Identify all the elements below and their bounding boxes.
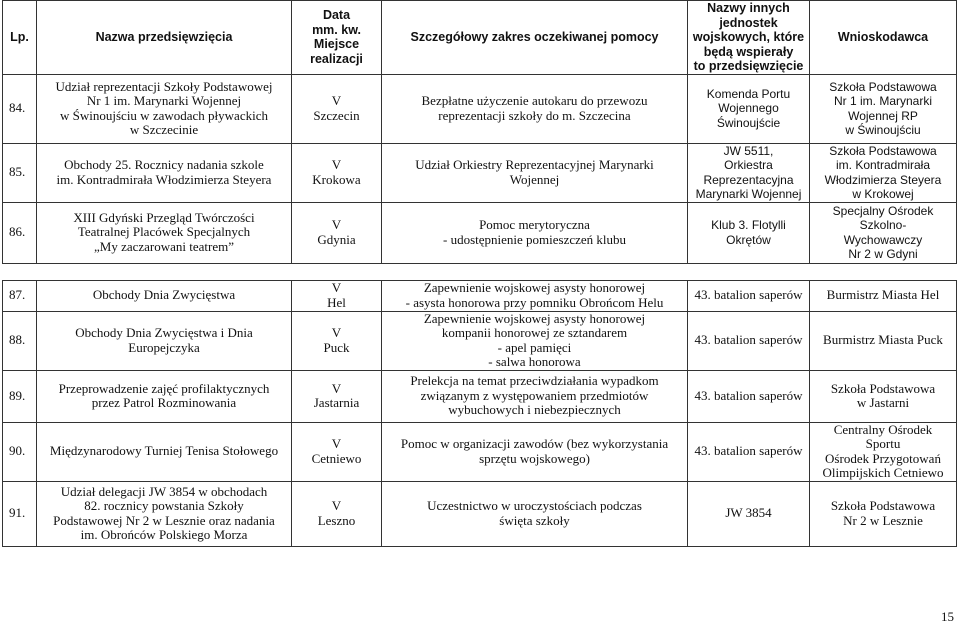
row-applicant: Centralny Ośrodek Sportu Ośrodek Przygotowań Olimpijskich Cetniewo: [810, 422, 957, 481]
row-lp: 90.: [3, 422, 37, 481]
header-lp: Lp.: [3, 1, 37, 75]
page-number: 15: [941, 609, 954, 624]
row-date-place: V Leszno: [292, 481, 382, 546]
row-units: JW 3854: [688, 481, 810, 546]
row-units: 43. batalion saperów: [688, 311, 810, 370]
row-date-place: V Krokowa: [292, 143, 382, 202]
table-row: [3, 280, 957, 311]
row-date-place: V Puck: [292, 311, 382, 370]
row-name: Udział reprezentacji Szkoły Podstawowej Nr 1 im. Marynarki Wojennej w Świnoujściu w zawodach pływackich w Szczecinie: [37, 74, 292, 143]
row-units: 43. batalion saperów: [688, 370, 810, 422]
row-date-place: V Cetniewo: [292, 422, 382, 481]
header-scope: Szczegółowy zakres oczekiwanej pomocy: [382, 1, 688, 75]
row-applicant: Szkoła Podstawowa im. Kontradmirała Włodzimierza Steyera w Krokowej: [810, 143, 957, 202]
row-name: Obchody Dnia Zwycięstwa i Dnia Europejczyka: [37, 311, 292, 370]
row-scope: Zapewnienie wojskowej asysty honorowej kompanii honorowej ze sztandarem - apel pamięci - salwa honorowa: [382, 311, 688, 370]
table-row: [3, 422, 957, 481]
row-date-place: V Hel: [292, 280, 382, 311]
row-lp: 88.: [3, 311, 37, 370]
row-scope: Pomoc w organizacji zawodów (bez wykorzystania sprzętu wojskowego): [382, 422, 688, 481]
row-name: Obchody 25. Rocznicy nadania szkole im. Kontradmirała Włodzimierza Steyera: [37, 143, 292, 202]
row-date-place: V Jastarnia: [292, 370, 382, 422]
activities-table: [2, 0, 957, 547]
row-applicant: Burmistrz Miasta Hel: [810, 280, 957, 311]
row-applicant: Szkoła Podstawowa Nr 2 w Lesznie: [810, 481, 957, 546]
table-row: [3, 74, 957, 143]
row-lp: 85.: [3, 143, 37, 202]
row-scope: Uczestnictwo w uroczystościach podczas święta szkoły: [382, 481, 688, 546]
row-scope: Udział Orkiestry Reprezentacyjnej Marynarki Wojennej: [382, 143, 688, 202]
header-date: Data mm. kw. Miejsce realizacji: [292, 1, 382, 75]
row-units: 43. batalion saperów: [688, 280, 810, 311]
header-applicant: Wnioskodawca: [810, 1, 957, 75]
row-name: Udział delegacji JW 3854 w obchodach 82. rocznicy powstania Szkoły Podstawowej Nr 2 w Lesznie oraz nadania im. Obrońców Polskiego Morza: [37, 481, 292, 546]
table-gap: [3, 263, 957, 280]
table-row: [3, 370, 957, 422]
row-name: XIII Gdyński Przegląd Twórczości Teatralnej Placówek Specjalnych „My zaczarowani teatrem”: [37, 202, 292, 263]
row-units: Klub 3. Flotylli Okrętów: [688, 202, 810, 263]
row-date-place: V Gdynia: [292, 202, 382, 263]
row-applicant: Specjalny Ośrodek Szkolno- Wychowawczy Nr 2 w Gdyni: [810, 202, 957, 263]
row-applicant: Szkoła Podstawowa Nr 1 im. Marynarki Wojennej RP w Świnoujściu: [810, 74, 957, 143]
header-row: [3, 1, 957, 75]
row-lp: 84.: [3, 74, 37, 143]
header-name: Nazwa przedsięwzięcia: [37, 1, 292, 75]
row-name: Przeprowadzenie zajęć profilaktycznych przez Patrol Rozminowania: [37, 370, 292, 422]
table-row: [3, 202, 957, 263]
row-name: Obchody Dnia Zwycięstwa: [37, 280, 292, 311]
header-units: Nazwy innych jednostek wojskowych, które będą wspierały to przedsięwzięcie: [688, 1, 810, 75]
row-units: JW 5511, Orkiestra Reprezentacyjna Marynarki Wojennej: [688, 143, 810, 202]
row-scope: Pomoc merytoryczna - udostępnienie pomieszczeń klubu: [382, 202, 688, 263]
table-row: [3, 481, 957, 546]
table-row: [3, 311, 957, 370]
row-units: 43. batalion saperów: [688, 422, 810, 481]
row-lp: 91.: [3, 481, 37, 546]
row-date-place: V Szczecin: [292, 74, 382, 143]
row-scope: Zapewnienie wojskowej asysty honorowej - asysta honorowa przy pomniku Obrońcom Helu: [382, 280, 688, 311]
row-units: Komenda Portu Wojennego Świnoujście: [688, 74, 810, 143]
row-lp: 87.: [3, 280, 37, 311]
row-scope: Prelekcja na temat przeciwdziałania wypadkom związanym z występowaniem przedmiotów wybuchowych i niebezpiecznych: [382, 370, 688, 422]
row-lp: 89.: [3, 370, 37, 422]
row-name: Międzynarodowy Turniej Tenisa Stołowego: [37, 422, 292, 481]
row-lp: 86.: [3, 202, 37, 263]
row-scope: Bezpłatne użyczenie autokaru do przewozu reprezentacji szkoły do m. Szczecina: [382, 74, 688, 143]
row-applicant: Burmistrz Miasta Puck: [810, 311, 957, 370]
table-row: [3, 143, 957, 202]
row-applicant: Szkoła Podstawowa w Jastarni: [810, 370, 957, 422]
